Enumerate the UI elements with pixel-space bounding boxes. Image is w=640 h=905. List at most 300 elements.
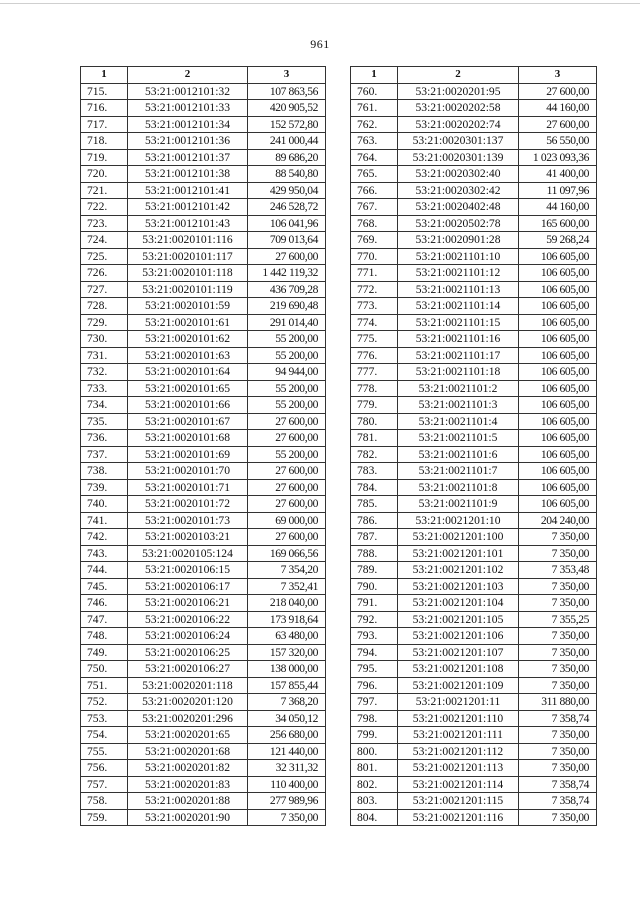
value-cell: 7 350,00 <box>519 529 597 546</box>
cadastral-number-cell: 53:21:0020101:62 <box>128 331 248 348</box>
cadastral-number-cell: 53:21:0021201:109 <box>398 677 519 694</box>
table-row <box>81 727 326 744</box>
value-cell: 44 160,00 <box>519 199 597 216</box>
table-row <box>351 578 597 595</box>
row-number-cell: 774. <box>351 314 398 331</box>
cadastral-number-cell: 53:21:0021201:100 <box>398 529 519 546</box>
table-row <box>81 463 326 480</box>
table-row <box>81 133 326 150</box>
value-cell: 59 268,24 <box>519 232 597 249</box>
table-row <box>351 694 597 711</box>
value-cell: 27 600,00 <box>519 116 597 133</box>
value-cell: 106 605,00 <box>519 413 597 430</box>
row-number-cell: 749. <box>81 644 128 661</box>
row-number-cell: 762. <box>351 116 398 133</box>
table-header-row <box>81 67 326 84</box>
row-number-cell: 783. <box>351 463 398 480</box>
value-cell: 55 200,00 <box>248 331 326 348</box>
cadastral-number-cell: 53:21:0020402:48 <box>398 199 519 216</box>
value-cell: 94 944,00 <box>248 364 326 381</box>
cadastral-number-cell: 53:21:0020201:90 <box>128 809 248 826</box>
table-row <box>351 463 597 480</box>
row-number-cell: 803. <box>351 793 398 810</box>
value-cell: 106 605,00 <box>519 446 597 463</box>
row-number-cell: 794. <box>351 644 398 661</box>
table-row <box>351 380 597 397</box>
row-number-cell: 796. <box>351 677 398 694</box>
table-row <box>351 727 597 744</box>
table-row <box>351 562 597 579</box>
cadastral-number-cell: 53:21:0020201:88 <box>128 793 248 810</box>
table-row <box>81 347 326 364</box>
row-number-cell: 764. <box>351 149 398 166</box>
table-row <box>351 413 597 430</box>
cadastral-number-cell: 53:21:0021101:6 <box>398 446 519 463</box>
table-row <box>81 628 326 645</box>
row-number-cell: 777. <box>351 364 398 381</box>
table-row <box>81 364 326 381</box>
value-cell: 7 353,48 <box>519 562 597 579</box>
value-cell: 7 350,00 <box>519 595 597 612</box>
cadastral-number-cell: 53:21:0020106:21 <box>128 595 248 612</box>
value-cell: 256 680,00 <box>248 727 326 744</box>
row-number-cell: 800. <box>351 743 398 760</box>
cadastral-number-cell: 53:21:0020101:72 <box>128 496 248 513</box>
table-row <box>351 364 597 381</box>
table-row <box>81 644 326 661</box>
row-number-cell: 715. <box>81 83 128 100</box>
value-cell: 169 066,56 <box>248 545 326 562</box>
cadastral-number-cell: 53:21:0020201:120 <box>128 694 248 711</box>
value-cell: 88 540,80 <box>248 166 326 183</box>
row-number-cell: 799. <box>351 727 398 744</box>
cadastral-number-cell: 53:21:0020101:63 <box>128 347 248 364</box>
value-cell: 436 709,28 <box>248 281 326 298</box>
value-cell: 27 600,00 <box>248 463 326 480</box>
value-cell: 277 989,96 <box>248 793 326 810</box>
cadastral-number-cell: 53:21:0021201:11 <box>398 694 519 711</box>
cadastral-number-cell: 53:21:0021201:102 <box>398 562 519 579</box>
value-cell: 7 350,00 <box>519 727 597 744</box>
row-number-cell: 797. <box>351 694 398 711</box>
value-cell: 55 200,00 <box>248 347 326 364</box>
cadastral-number-cell: 53:21:0020101:117 <box>128 248 248 265</box>
cadastral-number-cell: 53:21:0021201:108 <box>398 661 519 678</box>
row-number-cell: 793. <box>351 628 398 645</box>
row-number-cell: 723. <box>81 215 128 232</box>
cadastral-number-cell: 53:21:0020106:27 <box>128 661 248 678</box>
table-row <box>81 265 326 282</box>
cadastral-number-cell: 53:21:0021101:18 <box>398 364 519 381</box>
cadastral-number-cell: 53:21:0021101:10 <box>398 248 519 265</box>
table-row <box>81 116 326 133</box>
cadastral-number-cell: 53:21:0021201:110 <box>398 710 519 727</box>
cadastral-number-cell: 53:21:0020101:64 <box>128 364 248 381</box>
value-cell: 106 605,00 <box>519 430 597 447</box>
value-cell: 7 355,25 <box>519 611 597 628</box>
table-row <box>351 677 597 694</box>
value-cell: 55 200,00 <box>248 446 326 463</box>
value-cell: 55 200,00 <box>248 397 326 414</box>
row-number-cell: 736. <box>81 430 128 447</box>
row-number-cell: 748. <box>81 628 128 645</box>
table-row <box>351 215 597 232</box>
table-row <box>351 149 597 166</box>
value-cell: 106 605,00 <box>519 496 597 513</box>
table-row <box>351 232 597 249</box>
value-cell: 34 050,12 <box>248 710 326 727</box>
cadastral-number-cell: 53:21:0021201:113 <box>398 760 519 777</box>
cadastral-number-cell: 53:21:0020202:74 <box>398 116 519 133</box>
row-number-cell: 758. <box>81 793 128 810</box>
value-cell: 27 600,00 <box>248 479 326 496</box>
table-row <box>81 512 326 529</box>
value-cell: 106 041,96 <box>248 215 326 232</box>
value-cell: 173 918,64 <box>248 611 326 628</box>
row-number-cell: 769. <box>351 232 398 249</box>
row-number-cell: 735. <box>81 413 128 430</box>
table-row <box>351 83 597 100</box>
value-cell: 106 605,00 <box>519 248 597 265</box>
table-row <box>351 661 597 678</box>
value-cell: 106 605,00 <box>519 364 597 381</box>
cadastral-number-cell: 53:21:0020106:22 <box>128 611 248 628</box>
row-number-cell: 738. <box>81 463 128 480</box>
row-number-cell: 721. <box>81 182 128 199</box>
table-row <box>351 166 597 183</box>
row-number-cell: 750. <box>81 661 128 678</box>
cadastral-number-cell: 53:21:0020101:59 <box>128 298 248 315</box>
cadastral-number-cell: 53:21:0020201:95 <box>398 83 519 100</box>
value-cell: 106 605,00 <box>519 380 597 397</box>
row-number-cell: 760. <box>351 83 398 100</box>
cadastral-number-cell: 53:21:0020101:65 <box>128 380 248 397</box>
row-number-cell: 719. <box>81 149 128 166</box>
row-number-cell: 791. <box>351 595 398 612</box>
table-row <box>81 83 326 100</box>
value-cell: 311 880,00 <box>519 694 597 711</box>
row-number-cell: 802. <box>351 776 398 793</box>
cadastral-number-cell: 53:21:0021201:111 <box>398 727 519 744</box>
cadastral-number-cell: 53:21:0021201:105 <box>398 611 519 628</box>
value-cell: 106 605,00 <box>519 463 597 480</box>
cadastral-number-cell: 53:21:0020301:137 <box>398 133 519 150</box>
value-cell: 27 600,00 <box>248 529 326 546</box>
header-col-3: 3 <box>248 67 326 84</box>
row-number-cell: 773. <box>351 298 398 315</box>
row-number-cell: 722. <box>81 199 128 216</box>
value-cell: 106 605,00 <box>519 397 597 414</box>
value-cell: 420 905,52 <box>248 100 326 117</box>
table-row <box>351 430 597 447</box>
row-number-cell: 751. <box>81 677 128 694</box>
row-number-cell: 778. <box>351 380 398 397</box>
table-row <box>81 100 326 117</box>
cadastral-number-cell: 53:21:0021201:107 <box>398 644 519 661</box>
cadastral-number-cell: 53:21:0020202:58 <box>398 100 519 117</box>
header-col-1: 1 <box>351 67 398 84</box>
value-cell: 157 855,44 <box>248 677 326 694</box>
row-number-cell: 789. <box>351 562 398 579</box>
value-cell: 69 000,00 <box>248 512 326 529</box>
value-cell: 27 600,00 <box>519 83 597 100</box>
row-number-cell: 734. <box>81 397 128 414</box>
row-number-cell: 782. <box>351 446 398 463</box>
value-cell: 7 350,00 <box>519 743 597 760</box>
cadastral-number-cell: 53:21:0021101:17 <box>398 347 519 364</box>
row-number-cell: 765. <box>351 166 398 183</box>
value-cell: 291 014,40 <box>248 314 326 331</box>
value-cell: 7 350,00 <box>248 809 326 826</box>
row-number-cell: 784. <box>351 479 398 496</box>
row-number-cell: 772. <box>351 281 398 298</box>
table-row <box>351 281 597 298</box>
value-cell: 7 350,00 <box>519 628 597 645</box>
header-col-2: 2 <box>128 67 248 84</box>
table-row <box>81 578 326 595</box>
cadastral-number-cell: 53:21:0021101:13 <box>398 281 519 298</box>
cadastral-number-cell: 53:21:0020101:118 <box>128 265 248 282</box>
table-row <box>81 298 326 315</box>
row-number-cell: 781. <box>351 430 398 447</box>
table-row <box>81 562 326 579</box>
cadastral-number-cell: 53:21:0020106:24 <box>128 628 248 645</box>
table-row <box>351 298 597 315</box>
row-number-cell: 742. <box>81 529 128 546</box>
table-row <box>351 248 597 265</box>
table-row <box>351 199 597 216</box>
cadastral-number-cell: 53:21:0020101:70 <box>128 463 248 480</box>
cadastral-number-cell: 53:21:0021101:2 <box>398 380 519 397</box>
table-row <box>351 710 597 727</box>
row-number-cell: 753. <box>81 710 128 727</box>
value-cell: 44 160,00 <box>519 100 597 117</box>
value-cell: 55 200,00 <box>248 380 326 397</box>
row-number-cell: 759. <box>81 809 128 826</box>
value-cell: 218 040,00 <box>248 595 326 612</box>
row-number-cell: 731. <box>81 347 128 364</box>
value-cell: 7 358,74 <box>519 776 597 793</box>
table-row <box>351 479 597 496</box>
value-cell: 106 605,00 <box>519 331 597 348</box>
cadastral-number-cell: 53:21:0020101:73 <box>128 512 248 529</box>
cadastral-number-cell: 53:21:0020901:28 <box>398 232 519 249</box>
scan-top-rule <box>0 3 640 4</box>
value-cell: 27 600,00 <box>248 413 326 430</box>
cadastral-number-cell: 53:21:0020302:40 <box>398 166 519 183</box>
value-cell: 7 350,00 <box>519 760 597 777</box>
cadastral-number-cell: 53:21:0021201:103 <box>398 578 519 595</box>
cadastral-number-cell: 53:21:0020201:83 <box>128 776 248 793</box>
row-number-cell: 768. <box>351 215 398 232</box>
value-cell: 157 320,00 <box>248 644 326 661</box>
value-cell: 1 442 119,32 <box>248 265 326 282</box>
cadastral-number-cell: 53:21:0020101:67 <box>128 413 248 430</box>
table-row <box>351 100 597 117</box>
cadastral-number-cell: 53:21:0021201:115 <box>398 793 519 810</box>
table-row <box>81 743 326 760</box>
cadastral-number-cell: 53:21:0021101:14 <box>398 298 519 315</box>
value-cell: 106 605,00 <box>519 347 597 364</box>
cadastral-number-cell: 53:21:0020106:15 <box>128 562 248 579</box>
header-col-1: 1 <box>81 67 128 84</box>
table-row <box>351 595 597 612</box>
cadastral-number-cell: 53:21:0020201:82 <box>128 760 248 777</box>
cadastral-number-cell: 53:21:0021101:8 <box>398 479 519 496</box>
cadastral-number-cell: 53:21:0020502:78 <box>398 215 519 232</box>
row-number-cell: 766. <box>351 182 398 199</box>
row-number-cell: 804. <box>351 809 398 826</box>
value-cell: 7 350,00 <box>519 644 597 661</box>
cadastral-number-cell: 53:21:0021201:106 <box>398 628 519 645</box>
table-row <box>81 793 326 810</box>
row-number-cell: 775. <box>351 331 398 348</box>
cadastral-number-cell: 53:21:0021101:4 <box>398 413 519 430</box>
cadastral-number-cell: 53:21:0021101:15 <box>398 314 519 331</box>
cadastral-number-cell: 53:21:0020101:68 <box>128 430 248 447</box>
value-cell: 429 950,04 <box>248 182 326 199</box>
row-number-cell: 801. <box>351 760 398 777</box>
row-number-cell: 730. <box>81 331 128 348</box>
value-cell: 27 600,00 <box>248 430 326 447</box>
table-row <box>81 199 326 216</box>
cadastral-number-cell: 53:21:0020106:17 <box>128 578 248 595</box>
row-number-cell: 716. <box>81 100 128 117</box>
row-number-cell: 737. <box>81 446 128 463</box>
row-number-cell: 718. <box>81 133 128 150</box>
cadastral-number-cell: 53:21:0021201:112 <box>398 743 519 760</box>
row-number-cell: 740. <box>81 496 128 513</box>
table-row <box>351 397 597 414</box>
row-number-cell: 727. <box>81 281 128 298</box>
cadastral-number-cell: 53:21:0020301:139 <box>398 149 519 166</box>
table-row <box>81 595 326 612</box>
table-row <box>81 529 326 546</box>
cadastral-number-cell: 53:21:0020105:124 <box>128 545 248 562</box>
table-row <box>351 347 597 364</box>
table-row <box>81 446 326 463</box>
row-number-cell: 720. <box>81 166 128 183</box>
table-row <box>351 512 597 529</box>
value-cell: 1 023 093,36 <box>519 149 597 166</box>
cadastral-number-cell: 53:21:0021101:3 <box>398 397 519 414</box>
row-number-cell: 745. <box>81 578 128 595</box>
row-number-cell: 767. <box>351 199 398 216</box>
value-cell: 7 368,20 <box>248 694 326 711</box>
registry-table-right <box>350 66 597 826</box>
table-row <box>351 809 597 826</box>
value-cell: 152 572,80 <box>248 116 326 133</box>
row-number-cell: 746. <box>81 595 128 612</box>
table-row <box>81 496 326 513</box>
table-row <box>81 331 326 348</box>
table-header-row <box>351 67 597 84</box>
value-cell: 165 600,00 <box>519 215 597 232</box>
table-row <box>81 380 326 397</box>
row-number-cell: 757. <box>81 776 128 793</box>
cadastral-number-cell: 53:21:0020101:71 <box>128 479 248 496</box>
table-row <box>81 760 326 777</box>
value-cell: 7 358,74 <box>519 793 597 810</box>
cadastral-number-cell: 53:21:0020101:61 <box>128 314 248 331</box>
table-row <box>351 776 597 793</box>
table-row <box>351 743 597 760</box>
value-cell: 27 600,00 <box>248 496 326 513</box>
row-number-cell: 733. <box>81 380 128 397</box>
row-number-cell: 795. <box>351 661 398 678</box>
cadastral-number-cell: 53:21:0012101:43 <box>128 215 248 232</box>
table-row <box>81 479 326 496</box>
cadastral-number-cell: 53:21:0020302:42 <box>398 182 519 199</box>
cadastral-number-cell: 53:21:0020101:119 <box>128 281 248 298</box>
cadastral-number-cell: 53:21:0012101:34 <box>128 116 248 133</box>
row-number-cell: 792. <box>351 611 398 628</box>
row-number-cell: 756. <box>81 760 128 777</box>
cadastral-number-cell: 53:21:0021101:9 <box>398 496 519 513</box>
table-row <box>81 661 326 678</box>
table-row <box>351 793 597 810</box>
row-number-cell: 771. <box>351 265 398 282</box>
table-row <box>81 397 326 414</box>
table-body-right <box>351 83 597 826</box>
value-cell: 107 863,56 <box>248 83 326 100</box>
table-row <box>351 628 597 645</box>
cadastral-number-cell: 53:21:0020201:118 <box>128 677 248 694</box>
cadastral-number-cell: 53:21:0021101:16 <box>398 331 519 348</box>
table-row <box>351 529 597 546</box>
row-number-cell: 785. <box>351 496 398 513</box>
row-number-cell: 717. <box>81 116 128 133</box>
value-cell: 7 350,00 <box>519 809 597 826</box>
table-row <box>81 710 326 727</box>
row-number-cell: 780. <box>351 413 398 430</box>
table-row <box>81 166 326 183</box>
row-number-cell: 732. <box>81 364 128 381</box>
value-cell: 7 358,74 <box>519 710 597 727</box>
cadastral-number-cell: 53:21:0021101:5 <box>398 430 519 447</box>
cadastral-number-cell: 53:21:0012101:36 <box>128 133 248 150</box>
value-cell: 106 605,00 <box>519 314 597 331</box>
registry-table-left <box>80 66 326 826</box>
value-cell: 11 097,96 <box>519 182 597 199</box>
table-row <box>81 149 326 166</box>
table-row <box>351 446 597 463</box>
value-cell: 709 013,64 <box>248 232 326 249</box>
table-row <box>351 760 597 777</box>
cadastral-number-cell: 53:21:0020103:21 <box>128 529 248 546</box>
value-cell: 32 311,32 <box>248 760 326 777</box>
table-row <box>81 677 326 694</box>
value-cell: 7 354,20 <box>248 562 326 579</box>
value-cell: 27 600,00 <box>248 248 326 265</box>
value-cell: 7 350,00 <box>519 545 597 562</box>
row-number-cell: 747. <box>81 611 128 628</box>
table-body-left <box>81 83 326 826</box>
table-row <box>351 611 597 628</box>
row-number-cell: 724. <box>81 232 128 249</box>
cadastral-number-cell: 53:21:0012101:42 <box>128 199 248 216</box>
table-row <box>81 314 326 331</box>
table-row <box>81 545 326 562</box>
table-row <box>81 232 326 249</box>
table-row <box>81 281 326 298</box>
row-number-cell: 726. <box>81 265 128 282</box>
row-number-cell: 763. <box>351 133 398 150</box>
row-number-cell: 755. <box>81 743 128 760</box>
table-row <box>81 776 326 793</box>
table-row <box>81 430 326 447</box>
row-number-cell: 790. <box>351 578 398 595</box>
